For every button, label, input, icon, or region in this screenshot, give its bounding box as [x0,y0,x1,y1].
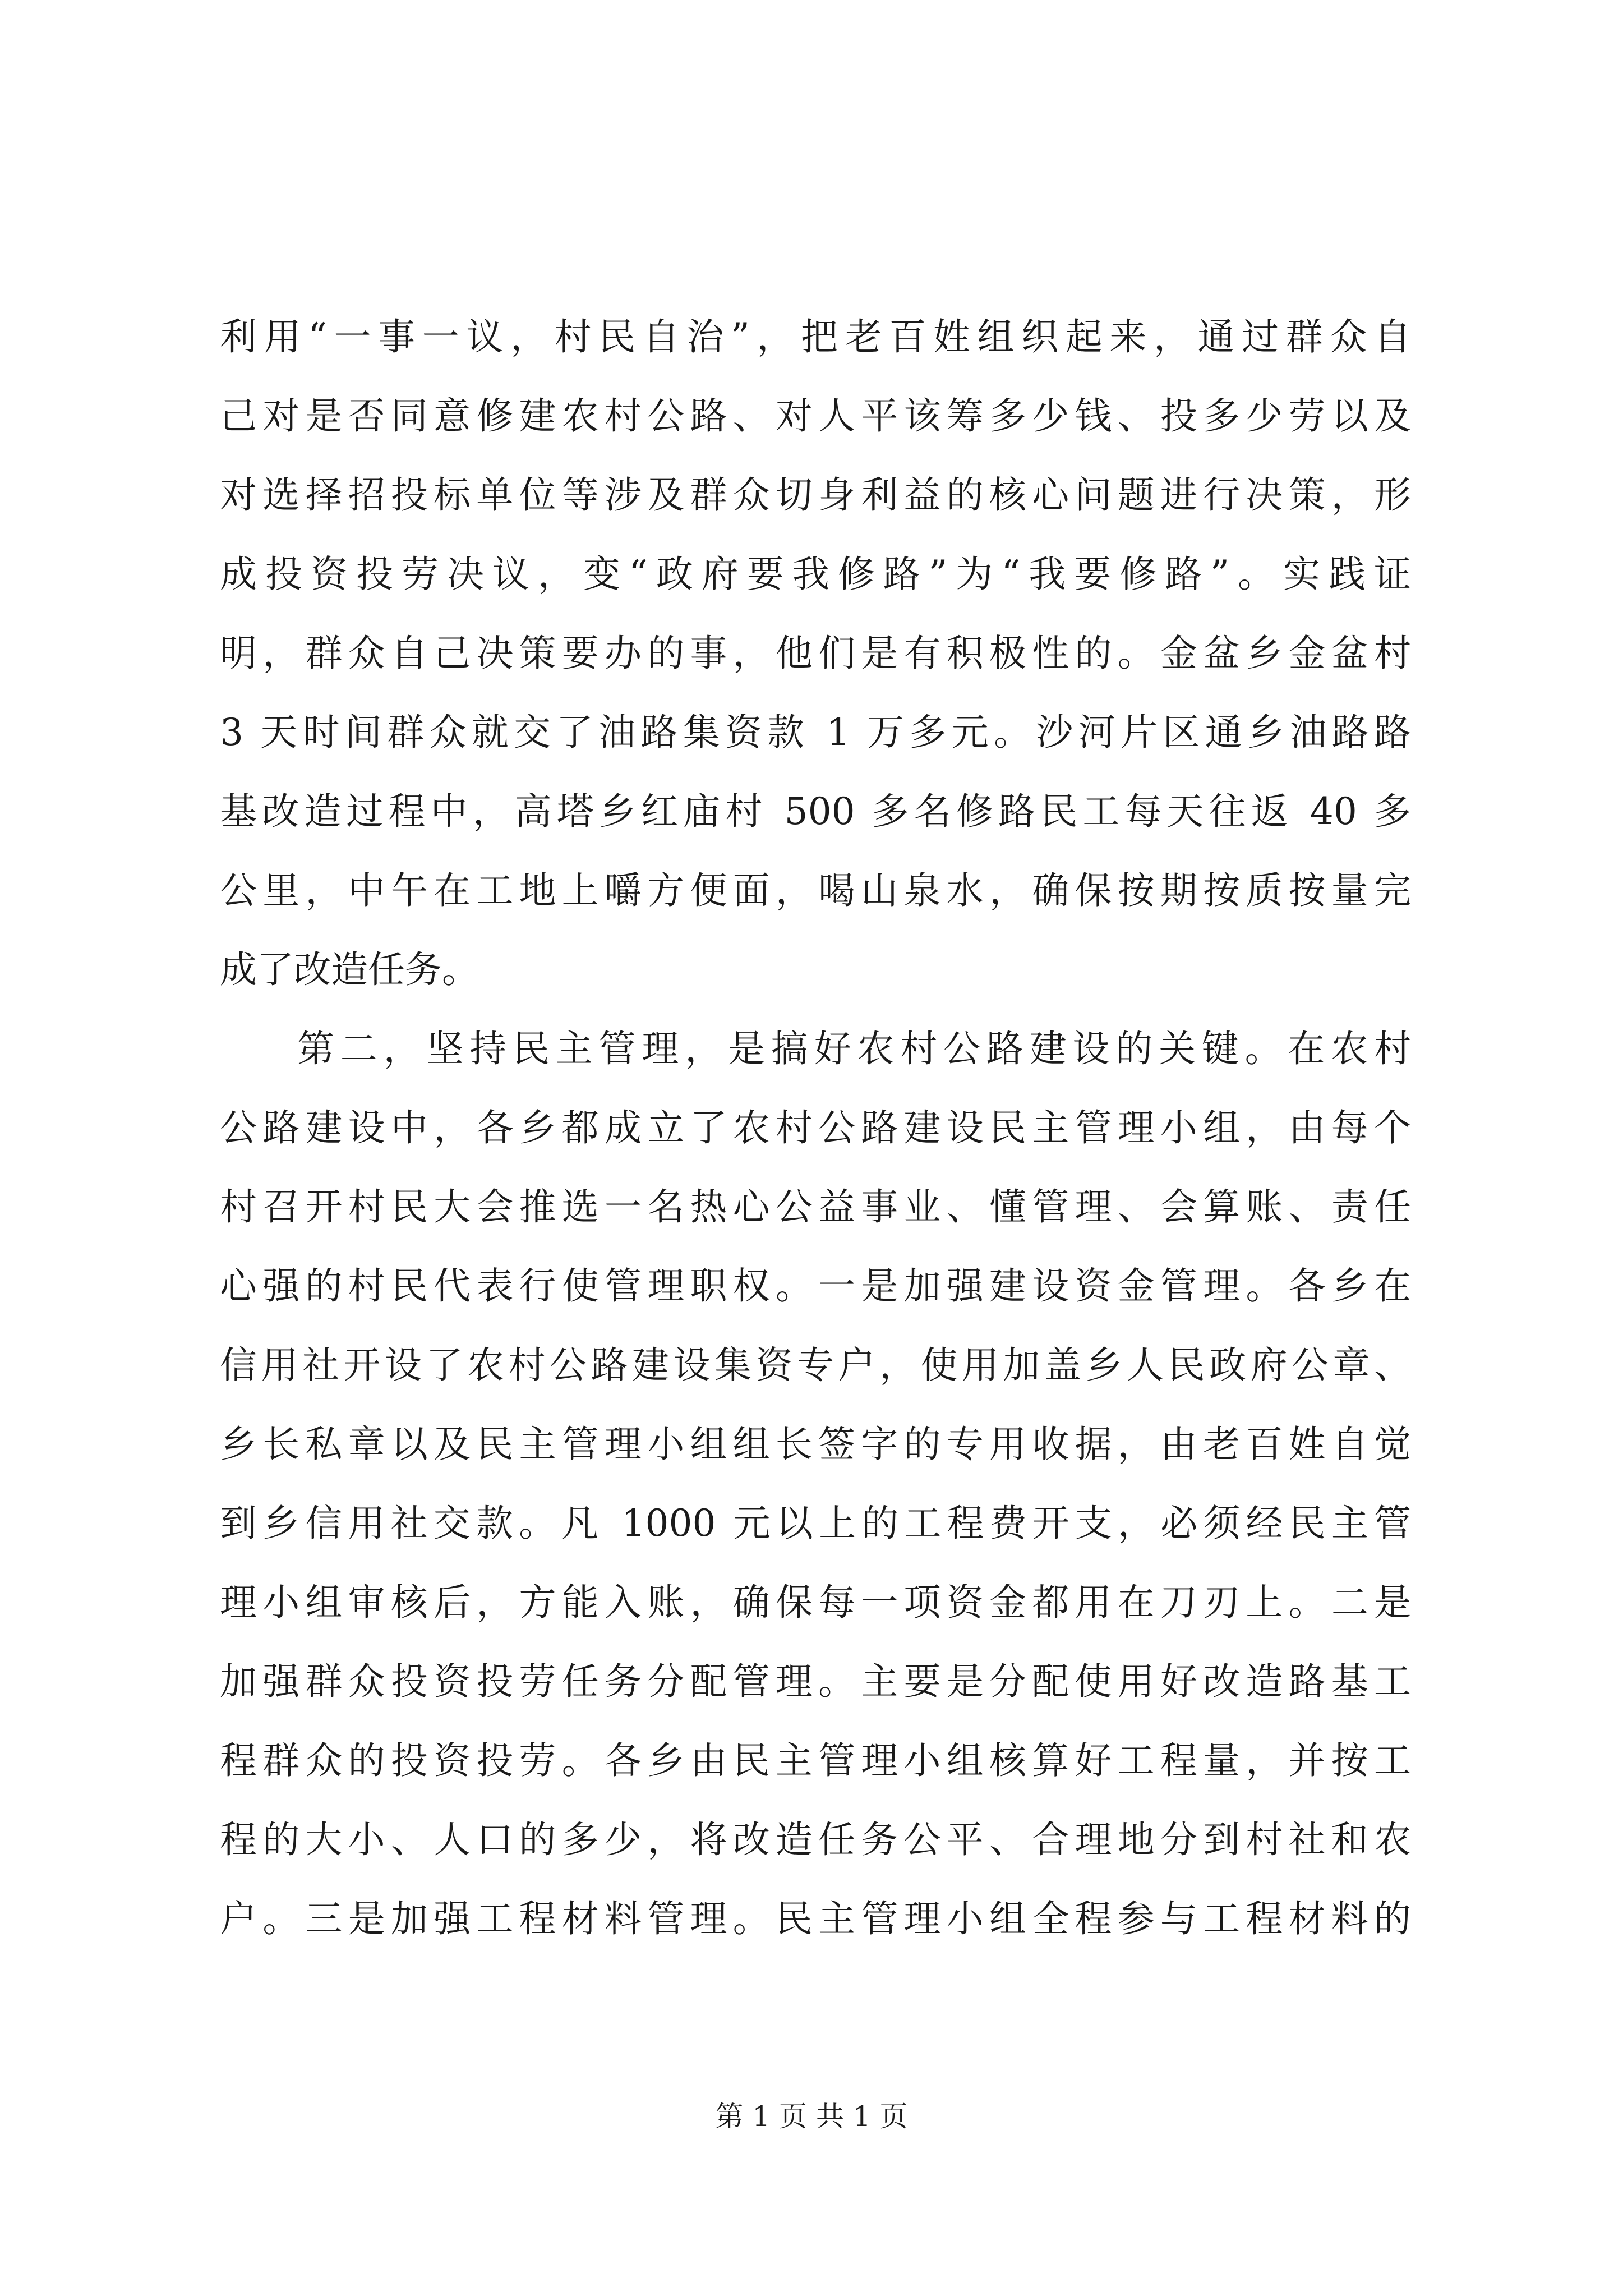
body-line: 理小组审核后，方能入账，确保每一项资金都用在刀刃上。二是 [220,1581,1411,1624]
body-line: 明，群众自己决策要办的事，他们是有积极性的。金盆乡金盆村 [220,632,1411,675]
paragraph-start-line: 第二，坚持民主管理，是搞好农村公路建设的关键。在农村 [297,1027,1411,1070]
body-line: 公里，中午在工地上嚼方便面，喝山泉水，确保按期按质按量完 [220,869,1411,912]
document-body [220,297,1411,1958]
body-line: 3 天时间群众就交了油路集资款 1 万多元。沙河片区通乡油路路 [220,711,1411,754]
body-line: 户。三是加强工程材料管理。民主管理小组全程参与工程材料的 [220,1897,1411,1940]
body-line: 加强群众投资投劳任务分配管理。主要是分配使用好改造路基工 [220,1660,1411,1703]
body-line: 乡长私章以及民主管理小组组长签字的专用收据，由老百姓自觉 [220,1423,1411,1466]
body-line: 程的大小、人口的多少，将改造任务公平、合理地分到村社和农 [220,1818,1411,1861]
page-footer [0,2097,1623,2136]
body-line: 成投资投劳决议，变“政府要我修路”为“我要修路”。实践证 [220,553,1411,596]
body-line: 基改造过程中，高塔乡红庙村 500 多名修路民工每天往返 40 多 [220,790,1411,833]
body-line: 利用“一事一议，村民自治”，把老百姓组织起来，通过群众自 [220,315,1411,358]
body-line: 到乡信用社交款。凡 1000 元以上的工程费开支，必须经民主管 [220,1502,1411,1545]
body-line: 己对是否同意修建农村公路、对人平该筹多少钱、投多少劳以及 [220,394,1411,438]
body-line: 对选择招投标单位等涉及群众切身利益的核心问题进行决策，形 [220,473,1411,517]
body-line: 信用社开设了农村公路建设集资专户，使用加盖乡人民政府公章、 [220,1343,1411,1387]
page-number-label: 第 1 页 共 1 页 [715,2100,908,2133]
body-line: 成了改造任务。 [220,948,479,991]
body-line: 程群众的投资投劳。各乡由民主管理小组核算好工程量，并按工 [220,1739,1411,1782]
body-line: 村召开村民大会推选一名热心公益事业、懂管理、会算账、责任 [220,1185,1411,1228]
body-line: 心强的村民代表行使管理职权。一是加强建设资金管理。各乡在 [220,1264,1411,1308]
body-line: 公路建设中，各乡都成立了农村公路建设民主管理小组，由每个 [220,1106,1411,1149]
